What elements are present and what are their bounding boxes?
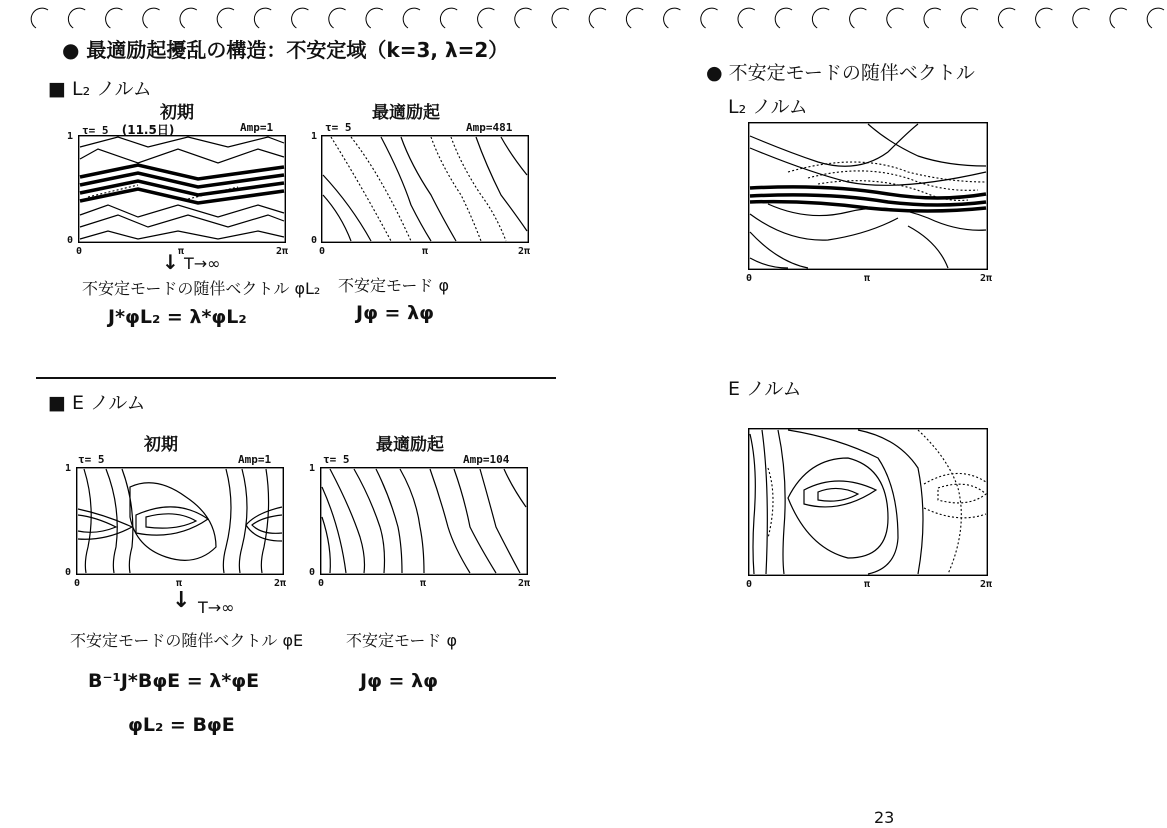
binding-hole: [552, 8, 569, 28]
e-adjoint-text: 不安定モードの随伴ベクトル φE: [70, 631, 304, 650]
binding-hole: [366, 8, 383, 28]
binding-hole: [31, 8, 48, 28]
page-number: 23: [874, 808, 895, 827]
e-optimal-amp: Amp=104: [463, 453, 510, 466]
e-optimal-y0: 0: [309, 567, 316, 578]
e-optimal-contour-plot: [320, 467, 528, 575]
e-optimal-y1: 1: [309, 463, 316, 474]
l2-initial-label: 初期: [160, 103, 194, 123]
e-unstable-equation: Jφ = λφ: [360, 670, 438, 692]
l2-optimal-contour-plot: [321, 135, 529, 243]
binding-hole: [850, 8, 867, 28]
binding-hole: [812, 8, 829, 28]
binding-hole: [440, 8, 457, 28]
l2-unstable-text: 不安定モード φ: [338, 276, 450, 295]
binding-hole: [292, 8, 309, 28]
l2-initial-tau: τ= 5 (11.5日): [82, 123, 175, 137]
adjoint-l2-x2pi: 2π: [980, 273, 993, 284]
l2-adjoint-equation: J*φL₂ = λ*φL₂: [108, 306, 247, 328]
binding-hole: [106, 8, 123, 28]
binding-hole: [701, 8, 718, 28]
e-optimal-x0: 0: [318, 578, 325, 589]
right-e-label: E ノルム: [728, 378, 802, 400]
e-optimal-tau: τ= 5: [323, 453, 350, 466]
right-l2-label: L₂ ノルム: [728, 96, 808, 118]
e-adjoint-equation-1: B⁻¹J*BφE = λ*φE: [88, 670, 260, 692]
binding-hole: [887, 8, 904, 28]
binding-hole: [998, 8, 1015, 28]
binding-hole: [254, 8, 271, 28]
right-heading: ● 不安定モードの随伴ベクトル: [706, 62, 975, 84]
binding-hole: [515, 8, 532, 28]
e-initial-x0: 0: [74, 578, 81, 589]
l2-adjoint-text: 不安定モードの随伴ベクトル φL₂: [82, 279, 321, 298]
l2-initial-amp: Amp=1: [240, 121, 274, 134]
binding-hole: [1147, 8, 1164, 28]
adjoint-e-x2pi: 2π: [980, 579, 993, 590]
contour-lines: [78, 469, 282, 573]
binding-hole: [775, 8, 792, 28]
l2-optimal-x2pi: 2π: [518, 246, 531, 257]
e-initial-tau: τ= 5: [78, 453, 105, 466]
l2-unstable-equation: Jφ = λφ: [356, 302, 434, 324]
l2-arrow-text: T→∞: [184, 254, 221, 273]
binding-hole: [180, 8, 197, 28]
e-initial-contour-plot: [76, 467, 284, 575]
e-initial-y0: 0: [65, 567, 72, 578]
e-optimal-x2pi: 2π: [518, 578, 531, 589]
l2-initial-y1: 1: [67, 131, 74, 142]
binding-hole: [478, 8, 495, 28]
l2-down-arrow-icon: ↓: [162, 250, 179, 274]
binding-hole: [664, 8, 681, 28]
l2-initial-y0: 0: [67, 235, 74, 246]
e-initial-label: 初期: [144, 435, 178, 455]
l2-initial-x2pi: 2π: [276, 246, 289, 257]
l2-optimal-tau: τ= 5: [325, 121, 352, 134]
binding-hole: [217, 8, 234, 28]
l2-initial-contour-plot: [78, 135, 286, 243]
contour-lines: [750, 430, 986, 574]
l2-optimal-y1: 1: [311, 131, 318, 142]
section-divider: [36, 377, 556, 379]
l2-initial-x0: 0: [76, 246, 83, 257]
contour-lines: [750, 124, 986, 268]
l2-optimal-label: 最適励起: [372, 103, 440, 123]
l2-initial-xpi: π: [178, 246, 185, 257]
heading-bullet: ●: [706, 62, 729, 84]
l2-section-label: ■ L₂ ノルム: [48, 78, 152, 100]
e-initial-y1: 1: [65, 463, 72, 474]
e-initial-xpi: π: [176, 578, 183, 589]
adjoint-l2-x0: 0: [746, 273, 753, 284]
binding-hole: [1073, 8, 1090, 28]
e-unstable-text: 不安定モード φ: [346, 631, 458, 650]
l2-optimal-xpi: π: [422, 246, 429, 257]
binding-hole: [329, 8, 346, 28]
l2-optimal-y0: 0: [311, 235, 318, 246]
square-bullet-icon: ■: [48, 78, 66, 100]
e-initial-x2pi: 2π: [274, 578, 287, 589]
l2-optimal-amp: Amp=481: [466, 121, 513, 134]
binding-hole: [1036, 8, 1053, 28]
binding-hole: [589, 8, 606, 28]
adjoint-e-contour-plot: [748, 428, 988, 576]
adjoint-l2-xpi: π: [864, 273, 871, 284]
square-bullet-icon: ■: [48, 392, 66, 414]
binding-hole: [924, 8, 941, 28]
binding-hole: [1110, 8, 1127, 28]
contour-lines: [322, 469, 526, 573]
binding-hole: [961, 8, 978, 28]
binding-hole: [403, 8, 420, 28]
binding-hole: [68, 8, 85, 28]
e-adjoint-equation-2: φL₂ = BφE: [128, 714, 235, 736]
binding-hole: [738, 8, 755, 28]
e-optimal-xpi: π: [420, 578, 427, 589]
e-initial-amp: Amp=1: [238, 453, 272, 466]
adjoint-e-xpi: π: [864, 579, 871, 590]
contour-lines: [80, 137, 284, 239]
e-optimal-label: 最適励起: [376, 435, 444, 455]
binding-hole: [143, 8, 160, 28]
e-section-label: ■ E ノルム: [48, 392, 146, 414]
adjoint-l2-contour-plot: [748, 122, 988, 270]
e-down-arrow-icon: ↓: [172, 588, 191, 613]
left-heading: ● 最適励起擾乱の構造：不安定域（k=3, λ=2）: [62, 38, 509, 62]
binding-holes: [0, 0, 1167, 34]
adjoint-e-x0: 0: [746, 579, 753, 590]
heading-bullet: ●: [62, 38, 87, 62]
contour-lines: [323, 137, 527, 241]
binding-hole: [626, 8, 643, 28]
l2-optimal-x0: 0: [319, 246, 326, 257]
e-arrow-text: T→∞: [198, 598, 235, 617]
